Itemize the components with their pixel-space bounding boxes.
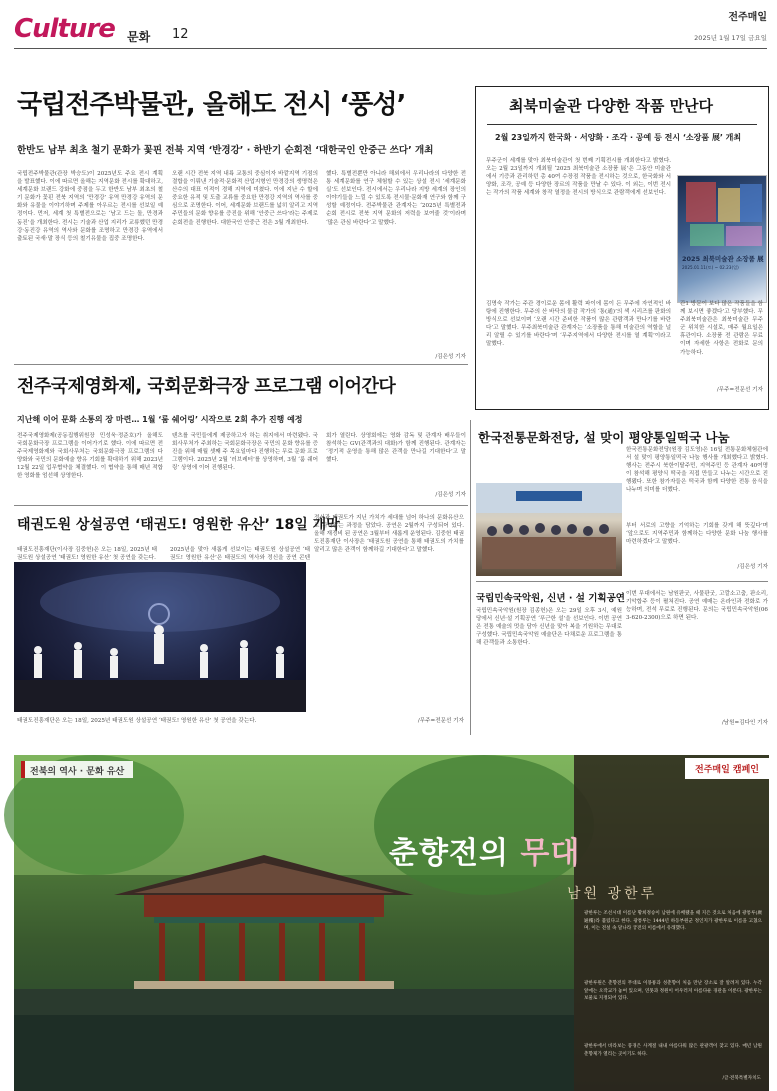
section-label: 문화 bbox=[127, 30, 151, 44]
film-subheadline: 지난해 이어 문화 소통의 장 마련… 1월 ‘룸 쉐어링’ 시작으로 2회 추가 진행 예정 bbox=[17, 415, 303, 424]
taekwondo-col-3: 정신과 태권도가 지닌 가치가 세대를 넘어 하나의 문화유산으로 자리잡는 과정을 담았다. 공연은 2월까지 구성되어 있다. 올해 재정비 된 공연은 3월부터 새롭게 운영된다. 김중헌 태권도진흥재단 이사장은 ‘태권도원 공연을 통해 태권도의 가치를 알리고 많은 관객이 함께하길 기대한다’고 말했다. bbox=[314, 515, 464, 554]
taekwondo-col-1: 태권도진흥재단(이사장 김중헌)은 오는 18일, 2025년 태권도원 상설공연 ‘태권도! 영원한 유산’ 첫 공연을 갖는다. bbox=[17, 547, 157, 562]
museum-byline: /김은성 기자 bbox=[435, 354, 466, 360]
gugak-col-2: 이번 무대에서는 남원판굿, 사물판굿, 고깔소고춤, 판소리, 기악합주 등이 펼쳐진다. 공연 예매는 온라인과 전화로 가능하며, 전석 무료로 진행된다. 문의는 국립민속국악원(063-620-2300)으로 하면 된다. bbox=[626, 591, 768, 622]
museum-col-3: 했다. 특별전뿐만 아니라 해외에서 우리나라의 다양한 전통 세계문화를 연구 체험할 수 있는 상설 전시 ‘세계문화실’도 선보인다. 전시에서는 우리나라 지방 세계의 장인의 이야기들을 느낄 수 있도록 전시물·문화재 연구와 함께 구성할 예정이다. 전주박물관 관계자는 ‘2025년 특별전과 순회 전시로 전북 지역 문화의 저력을 보여줄 것’이라며 ‘많은 관심 바란다’고 말했다. bbox=[326, 171, 466, 226]
header-divider bbox=[14, 48, 767, 49]
divider bbox=[470, 420, 471, 735]
film-col-1: 전주국제영화제(공동집행위원장 민성욱·정준호)가 올해도 국회문화극장 프로그램을 이어가기로 했다. 이에 따르면 전주국제영화제와 국회사무처는 국회문화극장 프로그램의 다양화와 국민의 문화예술 향유 기회를 확대하기 위해 2023년 12월 22일 업무협약을 체결했다. 이 협약을 통해 매년 적합한 영화를 엄선해 상영한다. bbox=[17, 433, 163, 480]
campaign-paragraph-2: 광한루원은 춘향전의 무대로 이몽룡과 성춘향이 처음 만난 장소로 잘 알려져 있다. 누각 앞에는 오작교가 놓여 있으며, 연못과 정원이 어우러져 아름다운 경관을 이룬다. 광한루는 보물로 지정되어 있다. bbox=[584, 981, 762, 1002]
pyongyang-col-2: 부터 서로의 고향을 기억하는 기회를 갖게 해 뜻깊다’며 ‘앞으로도 지역주민과 함께하는 다양한 문화 나눔 행사를 마련하겠다’고 말했다. bbox=[626, 523, 768, 546]
divider bbox=[487, 124, 757, 125]
section-logo: Culture bbox=[14, 14, 115, 44]
film-col-2: 텐츠를 국민들에게 제공하고자 하는 취지에서 마련됐다. 국회사무처가 주최하는 국회문화극장은 국민의 문화 향유를 증진을 위해 매월 셋째 주 목요일마다 진행하는 무료 문화 프로그램이다. 2025년 2월 ‘러브레터’를 상영하며, 3월 ‘룸 쉐어링’ 상영에 이어 진행된다. bbox=[172, 433, 318, 472]
taekwondo-performance-photo bbox=[14, 562, 306, 712]
film-headline: 전주국제영화제, 국회문화극장 프로그램 이어간다 bbox=[17, 376, 396, 397]
pyongyang-byline: /김은성 기자 bbox=[737, 564, 768, 570]
poster-dates: 2025.01.11(토) ~ 02.23(일) bbox=[682, 265, 739, 270]
performers-icon bbox=[14, 562, 306, 712]
museum-headline: 국립전주박물관, 올해도 전시 ‘풍성’ bbox=[17, 90, 406, 120]
taekwondo-caption: 태권도진흥재단은 오는 18일, 2025년 태권도원 상설공연 ‘태권도! 영원한 유산’ 첫 공연을 갖는다. bbox=[17, 718, 257, 724]
museum-col-2: 오랜 시간 전북 지역 내륙 교통의 중심이자 바깥지역 기점의 결합을 이뤄낸 기술적·문화적 산업지형인 만경강의 생명력은 산수의 대표 이적이 경해 지역에 미쳤다. 이에 지난 수 할에 중요한 유적 및 도출 교류를 중요한 만경강 지역의 역사를 중심으로 조명한다. 이어, 세계문화 브랜드를 넓히 알리고 지역 주민들의 문화 향유를 증진을 위해 ‘안중근 쓰다’라는 주제로 순회전을 진행한다. 대한국인 안중근 전은 3월 개최한다. bbox=[172, 171, 318, 226]
film-col-3: 회가 열린다. 상영회에는 영화 감독 및 관계자 배우들이 참석하는 GV(관객과의 대화)가 함께 진행된다. 관계자는 ‘정기적 운영을 통해 많은 관객을 만나길 기대한다’고 말했다. bbox=[326, 433, 466, 464]
art-headline: 최북미술관 다양한 작품 만난다 bbox=[509, 97, 714, 115]
campaign-paragraph-3: 광한루에서 바라보는 풍경은 사계절 내내 아름다워 많은 관광객이 찾고 있다. 매년 남원 춘향제가 열리는 곳이기도 하다. bbox=[584, 1044, 762, 1057]
campaign-credit: /글·전북특별자치도 bbox=[722, 1076, 761, 1081]
campaign-subtitle: 남원 광한루 bbox=[567, 886, 658, 902]
poster-title: 2025 최북미술관 소장품 展 bbox=[682, 255, 764, 263]
gugak-byline: /남원=김다인 기자 bbox=[721, 720, 768, 726]
film-byline: /김은성 기자 bbox=[435, 492, 466, 498]
art-col-2: 김명숙 작가는 주관 경이로운 몸에 활력 파이에 몸이 든 무주에 자연적인 바탕에 진행한다. 무주의 산 바닥의 물감 작가의 ‘통(通)’의 색 시리즈를 판화의 방식으로 선보이며 ‘오랜 시간 준비한 작품이 많은 관람객과 만나기를 바란다’고 말했다. 무주최북미술관 관계자는 ‘소장품을 통해 미술관의 역할을 널리 알릴 수 있기를 바란다’며 ‘무주지역에서 다양한 전시를 열 계획’이라고 말했다. bbox=[486, 301, 671, 348]
divider bbox=[476, 581, 768, 582]
art-byline: /무주=전문선 기자 bbox=[716, 387, 763, 393]
divider bbox=[14, 364, 468, 365]
art-subheadline: 2월 23일까지 한국화 · 서양화 · 조각 · 공예 등 전시 ‘소장품 展’ 개최 bbox=[495, 133, 742, 142]
page-header bbox=[0, 0, 777, 58]
paper-name: 전주매일 bbox=[728, 12, 767, 23]
page-number: 12 bbox=[172, 27, 189, 42]
gugak-col-1: 국립민속국악원(원장 김종헌)은 오는 29일 오후 3시, 예원당에서 신년·설 기획공연 ‘푸근한 설’을 선보인다. 이번 공연은 전통 예술의 멋을 담아 신년을 맞아 복을 기원하는 무대로 구성했다. 국립민속국악원 예술단은 다채로운 프로그램을 통해 관객들과 소통한다. bbox=[476, 608, 622, 647]
tag-accent-bar bbox=[21, 761, 25, 778]
campaign-title-main: 춘향전의 bbox=[389, 836, 521, 871]
poster-artwork-icon bbox=[678, 176, 768, 304]
tteokguk-event-photo bbox=[476, 483, 622, 576]
divider bbox=[14, 505, 468, 506]
taekwondo-col-2: 2025년을 맞아 새롭게 선보이는 태권도원 상설공연 ‘태권도! 영원한 유산’은 태권도의 역사와 정신을 공연 콘텐 bbox=[170, 547, 310, 562]
art-col-1: 무주군이 세계를 맞아 최북미술관이 첫 번째 기획전시를 개최한다고 밝혔다. 오는 2월 23일까지 개최될 ‘2025 최북미술관 소장품 展’은 그동안 미술관에서 기증과 관리하던 총 40여 수장점 작품을 전시하는 것으로, 한국화와 서양화, 조각, 공예 등 다양한 장르의 작품을 만날 수 있다. 이 외는, 이번 전시는 작가의 작품 세계와 창작 열정을 전시의 방식으로 관람객에게 선보인다. bbox=[486, 158, 671, 197]
issue-date: 2025년 1월 17일 금요일 bbox=[694, 34, 767, 42]
museum-col-1: 국립전주박물관(관장 박승도)이 2025년도 주요 전시 계획을 발표했다. 이에 따르면 올해는 지역문화 전시를 확대하고, 세계문화 브랜드 강화에 중점을 두고 한반도 남부 최초의 철기 문화가 꽃핀 전북 지역의 ‘만경강’ 유역 만경강 유역의 문화와 유물을 이야기하며 주제를 아우르는 전시를 선보일 예정이다. 먼저, 세계 첫 특별전으로는 ‘남고 드는 돌, 만경과 동진’을 개최한다. 전시는 기술과 산업 지리가 교류했던 만경강·동진강 유역의 역사와 문화를 조명하고 만경강 유역에서 출토된 국새·말 장식 등의 철기유물을 집중 조명한다. bbox=[17, 171, 163, 242]
pyongyang-headline: 한국전통문화전당, 설 맞이 평양통일떡국 나눔 bbox=[478, 430, 730, 445]
campaign-feature bbox=[14, 755, 769, 1091]
taekwondo-byline: /무주=전문선 기자 bbox=[417, 718, 464, 724]
gugak-headline: 국립민속국악원, 신년 · 설 기획공연 bbox=[476, 593, 625, 604]
campaign-label: 전주매일 캠페인 bbox=[685, 758, 769, 779]
campaign-title bbox=[389, 828, 580, 872]
campaign-paragraph-1: 광한루는 조선시대 이름난 황희정승이 남원에 유배됐을 때 지은 것으로 처음에 광통루(廣通樓)라 불렀다고 한다. 광통루는 1444년 하동부원군 정인지가 광한루로 이름을 고쳤으며, 이는 전설 속 달나라 궁전의 이름에서 유래했다. bbox=[584, 911, 762, 932]
taekwondo-headline: 태권도원 상설공연 ‘태권도! 영원한 유산’ 18일 개막 bbox=[17, 517, 340, 533]
art-col-3: 관1 방문이 보다 많은 작품들을 함께 보시면 좋겠다’고 당부했다. 무주최북미술관은 최북미술관 무주군 위치한 시설로, 매주 월요일은 휴관이다. 소장품 전 관람은 무료이며 자세한 사항은 전화로 문의 가능하다. bbox=[680, 301, 763, 356]
exhibition-poster-image bbox=[677, 175, 767, 303]
museum-subheadline: 한반도 남부 최초 철기 문화가 꽃핀 전북 지역 ‘반경강’ · 하반기 순회전 ‘대한국인 안중근 쓰다’ 개최 bbox=[17, 145, 434, 156]
pyongyang-col-1: 한국전통문화전당(원장 김도영)은 16일 전통문화체험관에서 설 맞이 평양통일떡국 나눔 행사를 개최했다고 밝혔다. 행사는 전주시 북한이탈주민, 지역주민 등 관계자 40여명이 참석해 평양식 떡국을 직접 만들고 나누는 시간으로 진행됐다. 또한 참가자들은 떡국과 함께 다양한 전통 음식을 나누며 의미를 더했다. bbox=[626, 447, 768, 494]
campaign-tag bbox=[21, 761, 133, 778]
group-photo-icon bbox=[476, 483, 622, 576]
campaign-title-accent: 무대 bbox=[520, 836, 581, 871]
campaign-tag-label: 전북의 역사 · 문화 유산 bbox=[30, 767, 125, 777]
